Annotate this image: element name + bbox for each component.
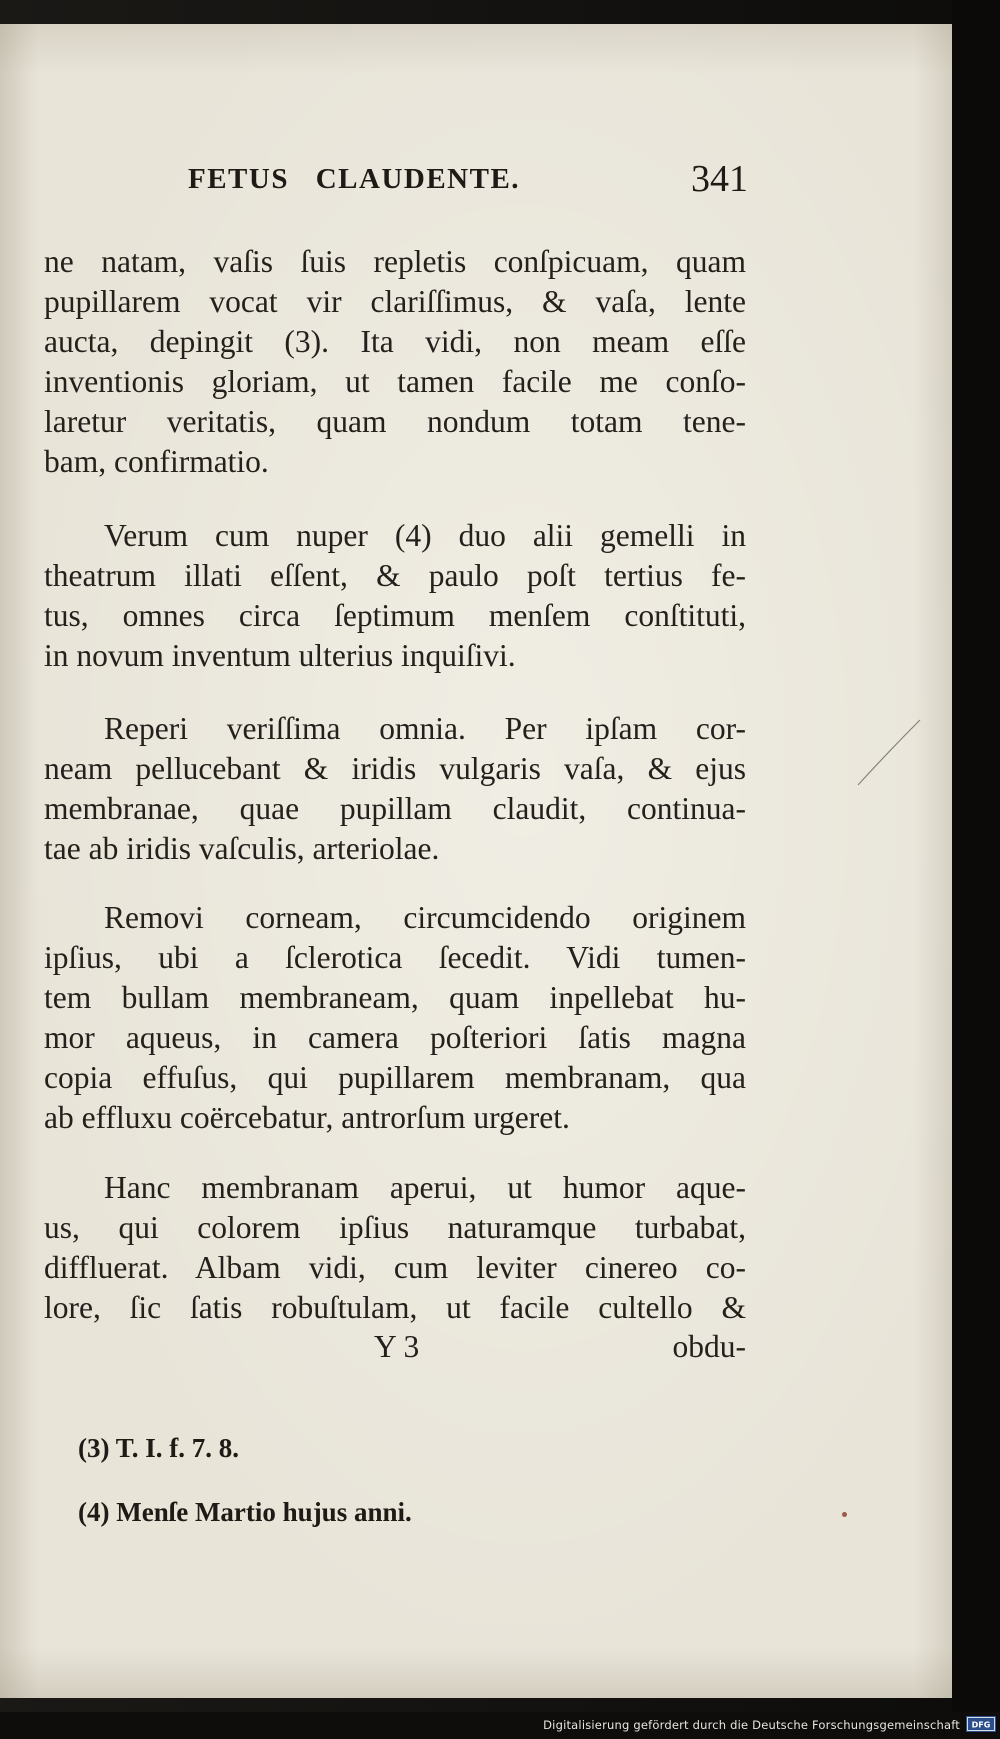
footnotes: [78, 1428, 718, 1556]
scan-edge-shadow: [952, 0, 1000, 1739]
text-line: laretur veritatis, quam nondum totam tene-: [44, 404, 746, 439]
paragraph-2: [44, 516, 746, 676]
page-header: [188, 158, 748, 207]
catchword: obdu-: [672, 1329, 746, 1364]
text-line: mor aqueus, in camera poſteriori ſatis magna: [44, 1020, 746, 1055]
paragraph-4: [44, 898, 746, 1138]
paragraph-3: [44, 709, 746, 869]
text-line: tem bullam membraneam, quam inpellebat hu-: [44, 980, 746, 1015]
text-line: neam pellucebant & iridis vulgaris vaſa, & ejus: [44, 751, 746, 786]
paragraph-1: [44, 242, 746, 482]
dfg-logo: [966, 1716, 996, 1732]
text-line: copia effuſus, qui pupillarem membranam, qua: [44, 1060, 746, 1095]
text-line: membranae, quae pupillam claudit, continua-: [44, 791, 746, 826]
credit-text: Digitalisierung gefördert durch die Deutsche Forschungsgemeinschaft: [543, 1718, 960, 1732]
footnote-3: (3) T. I. f. 7. 8.: [78, 1433, 239, 1463]
text-line: aucta, depingit (3). Ita vidi, non meam eſſe: [44, 324, 746, 359]
dfg-logo-text: DFG: [971, 1720, 991, 1730]
text-line: ipſius, ubi a ſclerotica ſecedit. Vidi tumen-: [44, 940, 746, 975]
text-line: diffluerat. Albam vidi, cum leviter cinereo co-: [44, 1250, 746, 1285]
paragraph-5: [44, 1168, 746, 1328]
text-line: inventionis gloriam, ut tamen facile me conſo-: [44, 364, 746, 399]
text-line: ab effluxu coërcebatur, antrorſum urgeret.: [44, 1100, 570, 1135]
text-line: ne natam, vaſis ſuis repletis conſpicuam, quam: [44, 244, 746, 279]
pencil-mark: [850, 700, 940, 800]
signature-line: [44, 1327, 746, 1367]
text-line: tus, omnes circa ſeptimum menſem conſtituti,: [44, 598, 746, 633]
text-line: bam, confirmatio.: [44, 444, 269, 479]
running-head: FETUS CLAUDENTE.: [188, 163, 521, 195]
page-number: 341: [691, 158, 748, 200]
text-line: theatrum illati eſſent, & paulo poſt tertius fe-: [44, 558, 746, 593]
text-line: in novum inventum ulterius inquiſivi.: [44, 638, 516, 673]
signature-mark: Y 3: [374, 1329, 420, 1364]
text-line: Removi corneam, circumcidendo originem: [104, 900, 746, 935]
text-line: Hanc membranam aperui, ut humor aque-: [104, 1170, 746, 1205]
footnote-4: (4) Menſe Martio hujus anni.: [78, 1497, 412, 1527]
text-line: pupillarem vocat vir clariſſimus, & vaſa, lente: [44, 284, 746, 319]
text-line: Verum cum nuper (4) duo alii gemelli in: [104, 518, 746, 553]
text-line: us, qui colorem ipſius naturamque turbabat,: [44, 1210, 746, 1245]
text-line: tae ab iridis vaſculis, arteriolae.: [44, 831, 440, 866]
ink-speck: [842, 1512, 847, 1517]
text-line: Reperi veriſſima omnia. Per ipſam cor-: [104, 711, 746, 746]
text-line: lore, ſic ſatis robuſtulam, ut facile cultello &: [44, 1290, 746, 1325]
